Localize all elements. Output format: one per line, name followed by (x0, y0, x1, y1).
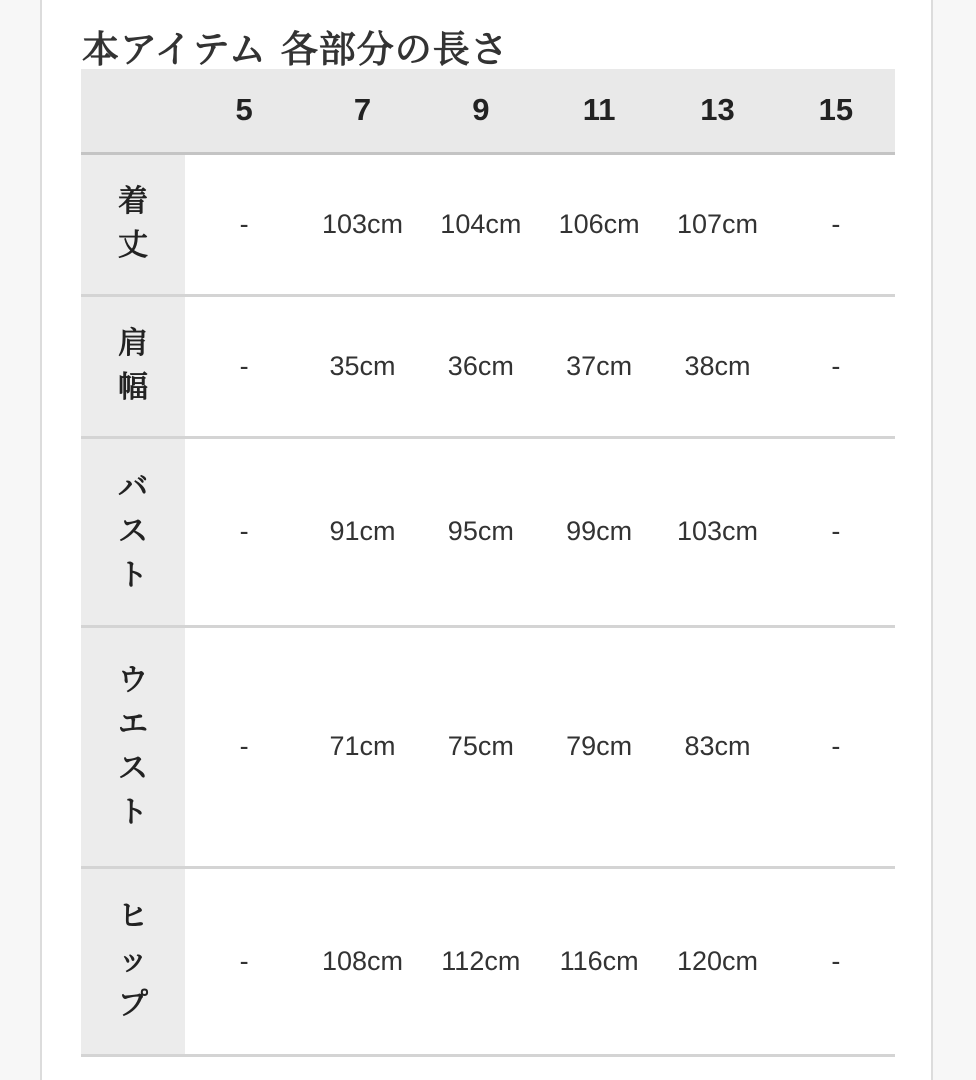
table-cell: 83cm (684, 731, 751, 761)
table-cell: - (239, 731, 249, 761)
table-cell: - (239, 516, 249, 546)
table-cell: 95cm (447, 516, 514, 546)
table-cell: 107cm (676, 208, 758, 239)
row-label: ウエスト (81, 626, 185, 867)
table-cell: 106cm (558, 208, 640, 239)
table-row (81, 437, 895, 626)
row-label: ヒップ (81, 867, 185, 1055)
size-header: 13 (658, 69, 776, 153)
size-header: 7 (303, 69, 421, 153)
row-label: 着丈 (81, 153, 185, 295)
page-title: 本アイテム 各部分の長さ (82, 26, 509, 71)
corner-cell (81, 69, 185, 153)
table-cell: 108cm (321, 945, 404, 976)
table-cell: 112cm (441, 945, 521, 976)
table-cell: - (239, 208, 249, 239)
size-header: 5 (185, 69, 303, 153)
row-label: 肩幅 (81, 295, 185, 437)
size-header: 15 (777, 69, 895, 153)
table-cell: 71cm (329, 731, 396, 761)
table-cell: 103cm (321, 208, 404, 239)
table-cell: 37cm (566, 350, 633, 381)
table-cell: 116cm (559, 945, 639, 976)
table-cell: 99cm (566, 516, 633, 546)
table-cell: 75cm (447, 731, 514, 761)
table-cell: 104cm (440, 208, 522, 239)
table-cell: - (831, 945, 841, 976)
table-cell: 36cm (447, 350, 514, 381)
table-cell: - (239, 350, 249, 381)
table-cell: - (831, 516, 841, 546)
table-cell: 38cm (684, 350, 751, 381)
table-cell: 103cm (676, 516, 758, 546)
table-cell: - (831, 731, 841, 761)
table-cell: 120cm (676, 945, 758, 976)
table-cell: - (239, 945, 249, 976)
table-row (81, 867, 895, 1055)
size-table (81, 69, 895, 1057)
row-label: バスト (81, 437, 185, 626)
size-header: 9 (422, 69, 540, 153)
table-cell: 35cm (329, 350, 396, 381)
table-row (81, 153, 895, 295)
size-header-row (81, 69, 895, 153)
table-cell: 79cm (566, 731, 633, 761)
table-cell: 91cm (329, 516, 396, 546)
table-cell: - (831, 208, 841, 239)
table-cell: - (831, 350, 841, 381)
size-header: 11 (540, 69, 658, 153)
table-row (81, 295, 895, 437)
table-row (81, 626, 895, 867)
